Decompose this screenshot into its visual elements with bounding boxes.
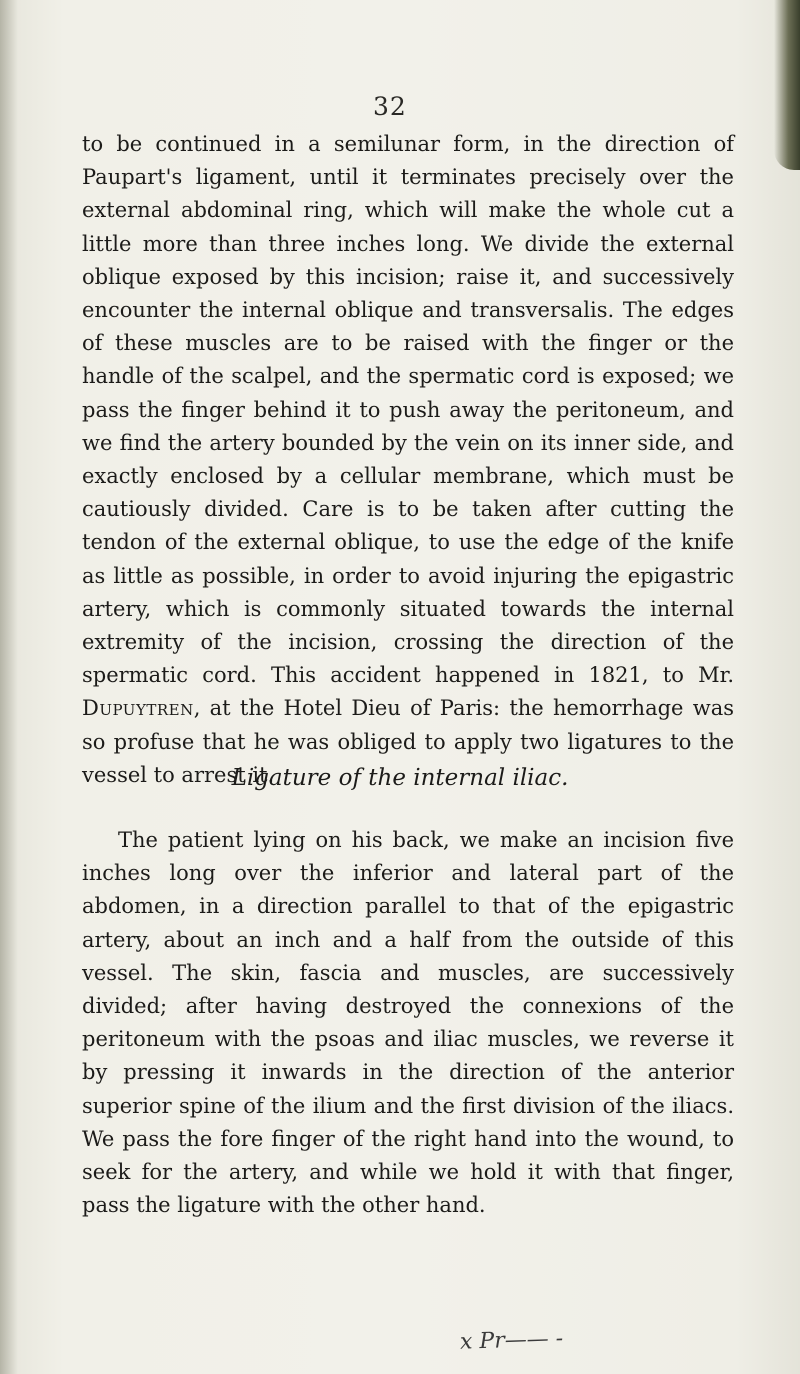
handwritten-annotation: x Pr—— - bbox=[459, 1326, 564, 1355]
paragraph-2-block bbox=[82, 824, 734, 1222]
paragraph-1 bbox=[82, 128, 734, 792]
paragraph-1-text-b: , at the Hotel Dieu of Paris: the hemorrhage was so profuse that he was obliged to apply two ligatures to the vessel to arrest it. bbox=[82, 696, 734, 787]
binding-shadow bbox=[0, 0, 18, 1374]
paragraph-1-text-a: to be continued in a semilunar form, in the direction of Paupart's ligament, until it terminates precisely over the external abdominal ring, which will make the whole cut a little more than three inches long. We divide the external oblique exposed by this incision; raise it, and successively encounter the internal oblique and transversalis. The edges of these muscles are to be raised with the finger or the handle of the scalpel, and the spermatic cord is exposed; we pass the finger behind it to push away the peritoneum, and we find the artery bounded by the vein on its inner side, and exactly enclosed by a cellular membrane, which must be cautiously divided. Care is to be taken after cutting the tendon of the external oblique, to use the edge of the knife as little as possible, in order to avoid injuring the epigastric artery, which is commonly situated towards the internal extremity of the incision, crossing the direction of the spermatic cord. This accident happened in 1821, to Mr. bbox=[82, 132, 734, 688]
author-name-dupuytren: Dupuytren bbox=[82, 696, 194, 721]
paragraph-1-block bbox=[82, 128, 734, 792]
scan-corner-artifact bbox=[774, 0, 800, 170]
paragraph-2: The patient lying on his back, we make an incision five inches long over the inferior and lateral part of the abdomen, in a direction parallel to that of the epigastric artery, about an inch and a half from the outside of this vessel. The skin, fascia and muscles, are successively divided; after having destroyed the connexions of the peritoneum with the psoas and iliac muscles, we reverse it by pressing it inwards in the direction of the anterior superior spine of the ilium and the first division of the iliacs. We pass the fore finger of the right hand into the wound, to seek for the artery, and while we hold it with that finger, pass the ligature with the other hand. bbox=[82, 828, 734, 1218]
section-heading: Ligature of the internal iliac. bbox=[231, 765, 569, 791]
page-number: 32 bbox=[373, 92, 407, 121]
